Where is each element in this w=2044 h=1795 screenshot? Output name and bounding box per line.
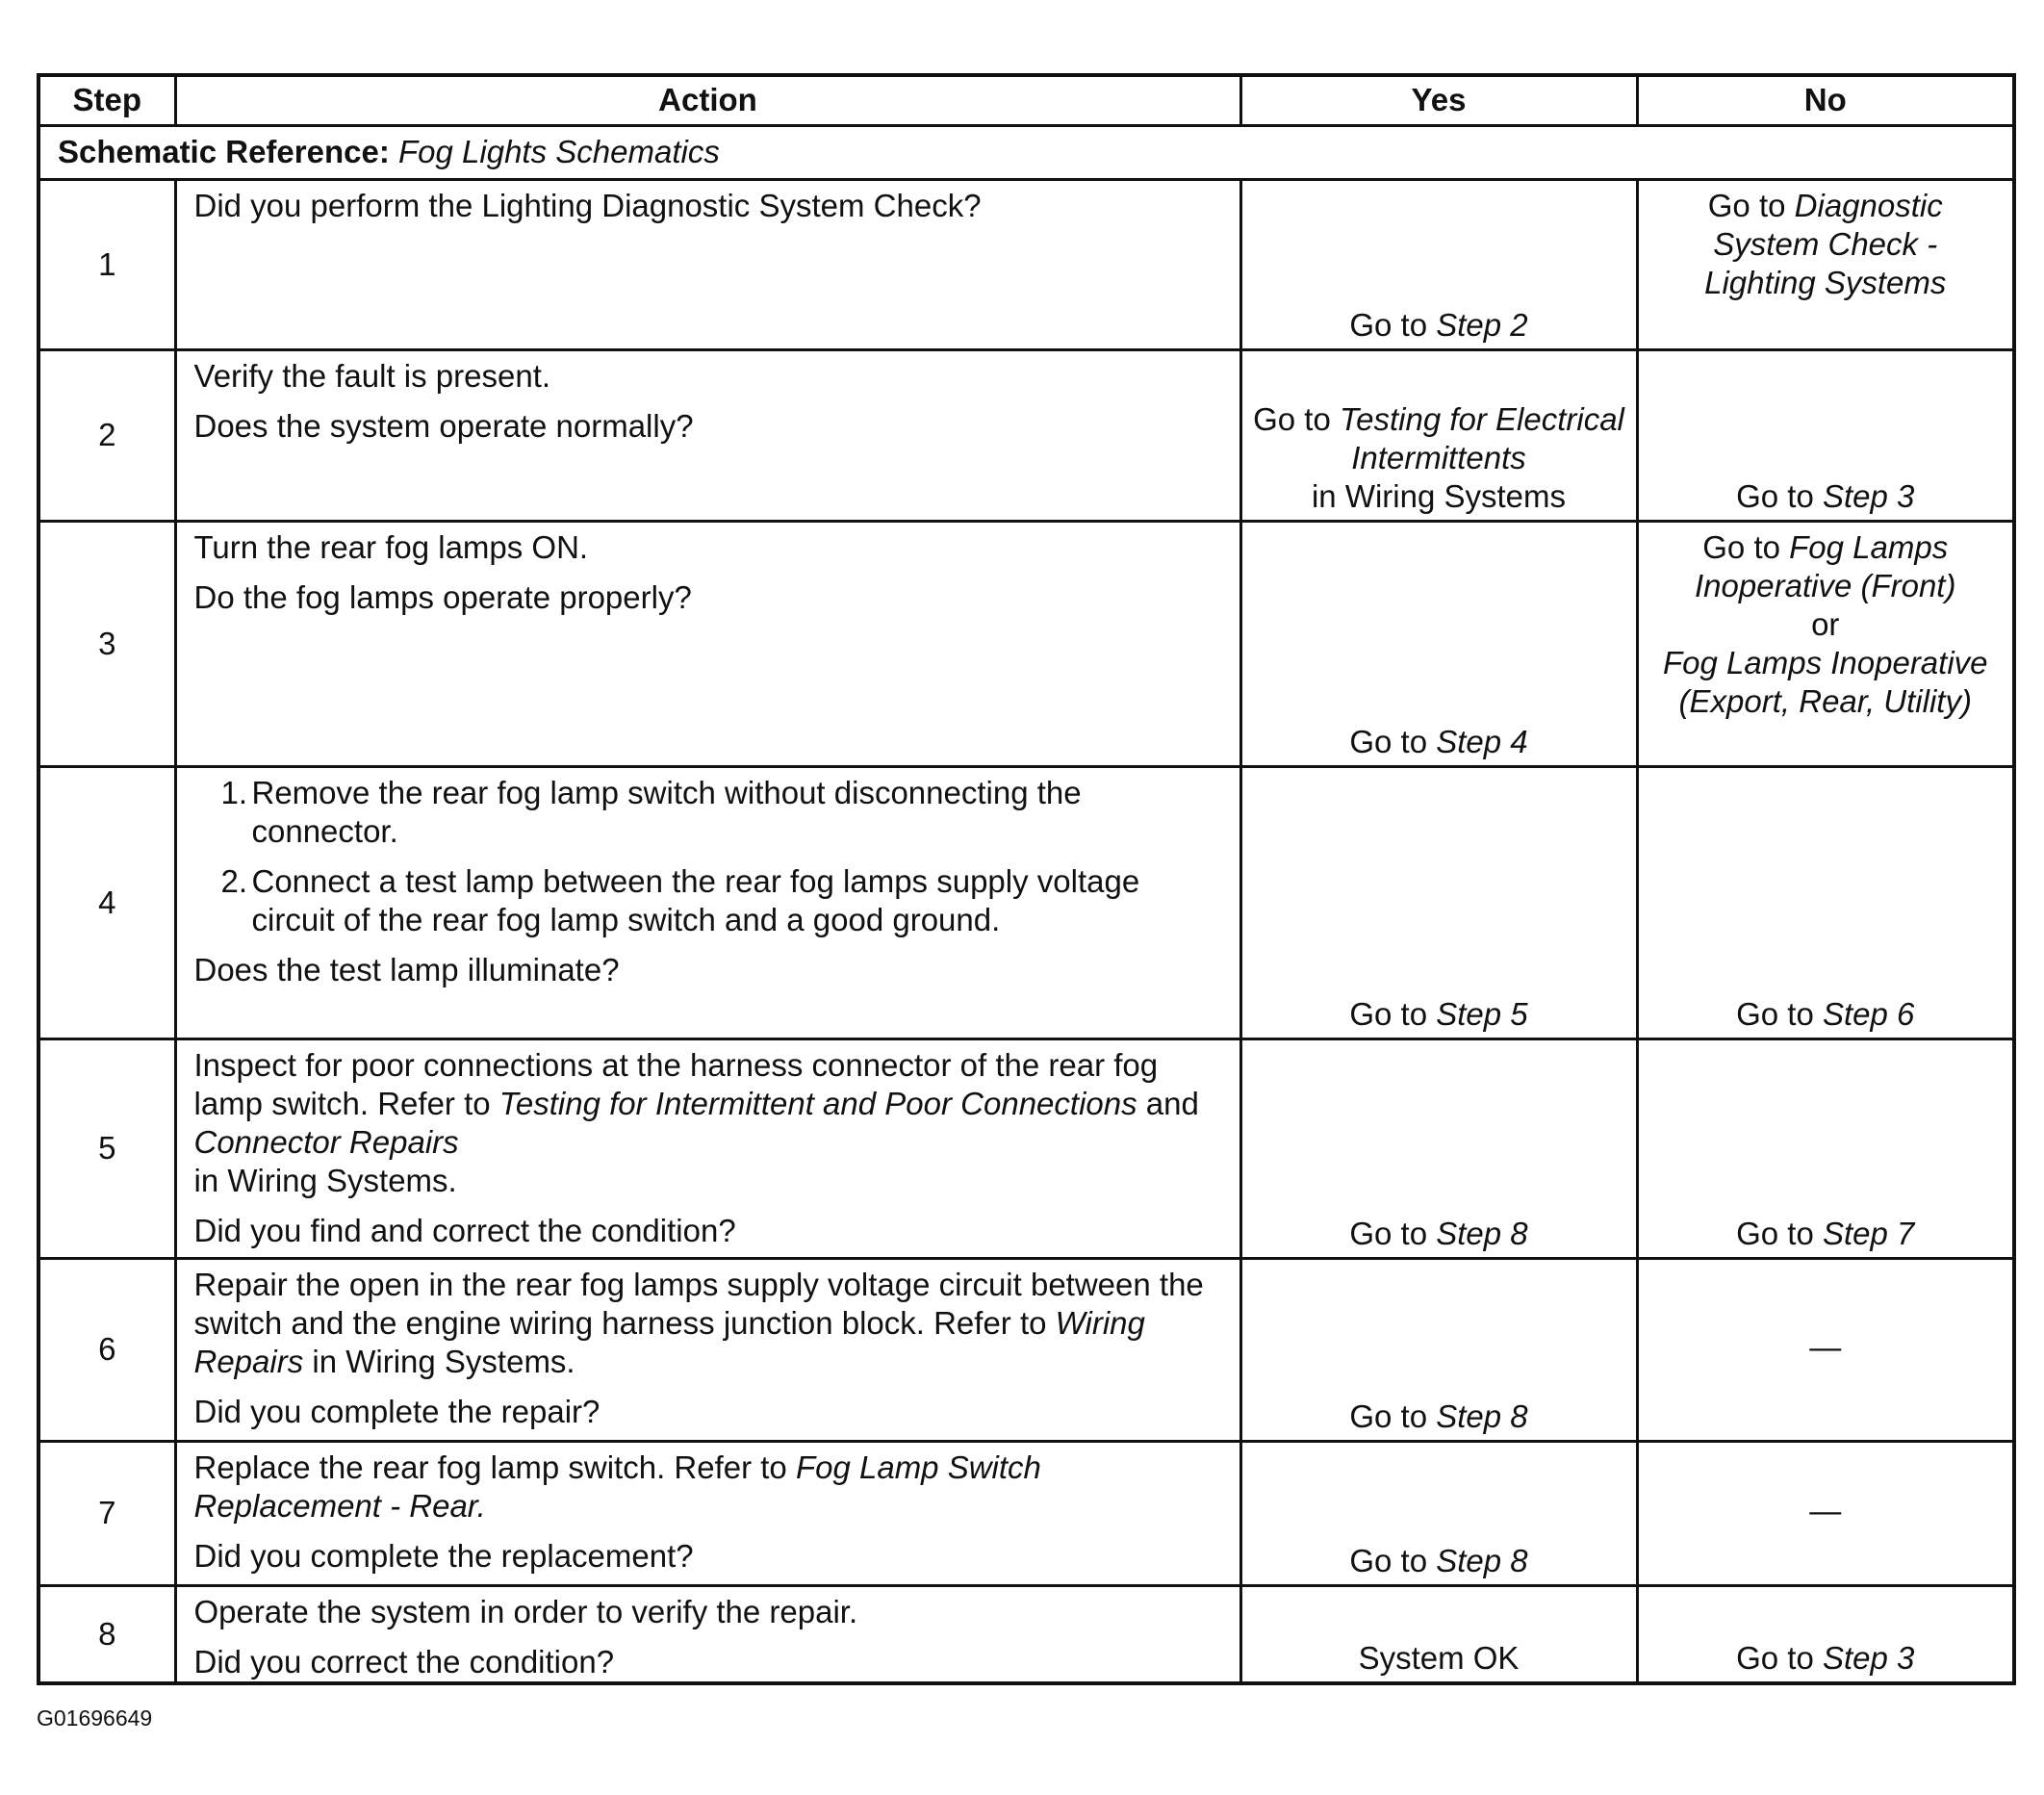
- yes-link[interactable]: Step 2: [1436, 306, 1528, 343]
- no-or: or: [1811, 605, 1840, 642]
- action-link[interactable]: Wiring Repairs: [193, 1304, 1145, 1379]
- step-number: 1: [38, 179, 175, 349]
- list-number: 1.: [220, 774, 248, 810]
- yes-link[interactable]: Step 5: [1436, 995, 1528, 1032]
- step-number: 3: [38, 521, 175, 766]
- no-link[interactable]: Step 3: [1822, 1640, 1915, 1676]
- yes-cell: [1240, 1441, 1637, 1585]
- action-text: [194, 1046, 1211, 1200]
- action-question: Did you complete the repair?: [193, 1393, 600, 1429]
- table-row: [38, 1039, 2014, 1258]
- no-prefix: Go to: [1736, 477, 1823, 514]
- action-cell: [175, 766, 1240, 1039]
- action-text-part: in Wiring Systems.: [303, 1343, 575, 1379]
- yes-cell: [1240, 1585, 1637, 1683]
- yes-link[interactable]: Step 4: [1436, 723, 1528, 759]
- no-cell: [1637, 1585, 2014, 1683]
- action-cell: [175, 1039, 1240, 1258]
- action-text-part: Inspect for poor connections at the harness connector of the rear fog lamp switch. Refer to: [193, 1046, 1159, 1121]
- table-row: [38, 179, 2014, 349]
- yes-text: System OK: [1358, 1640, 1520, 1676]
- no-link[interactable]: Diagnostic System Check - Lighting Systems: [1704, 187, 1947, 300]
- yes-prefix: Go to: [1349, 723, 1437, 759]
- figure-id: G01696649: [37, 1705, 153, 1731]
- action-text: [194, 1266, 1211, 1381]
- no-link-front[interactable]: Fog Lamps Inoperative (Front): [1695, 528, 1956, 603]
- yes-prefix: Go to: [1253, 400, 1340, 437]
- no-dash: —: [1809, 1329, 1842, 1365]
- action-text: Turn the rear fog lamps ON.: [193, 528, 589, 565]
- yes-link[interactable]: Step 8: [1436, 1542, 1528, 1578]
- list-text: Connect a test lamp between the rear fog lamps supply voltage circuit of the rear fog lamp switch and a good ground.: [251, 862, 1140, 937]
- no-cell: [1637, 766, 2014, 1039]
- yes-prefix: Go to: [1349, 1542, 1437, 1578]
- action-text-part: Replace the rear fog lamp switch. Refer to: [193, 1449, 796, 1485]
- action-text-part: and: [1137, 1085, 1199, 1121]
- action-cell: [175, 1258, 1240, 1441]
- yes-cell: [1240, 179, 1637, 349]
- no-dash: —: [1809, 1493, 1842, 1528]
- action-question: Did you complete the replacement?: [193, 1537, 694, 1574]
- no-link-rear[interactable]: Fog Lamps Inoperative (Export, Rear, Utility): [1662, 644, 1988, 719]
- yes-cell: [1240, 349, 1637, 521]
- no-prefix: Go to: [1707, 187, 1795, 223]
- yes-cell: [1240, 1039, 1637, 1258]
- yes-prefix: Go to: [1349, 995, 1437, 1032]
- table-row: [38, 349, 2014, 521]
- diagnostic-table: [37, 73, 2016, 1685]
- yes-prefix: Go to: [1349, 1215, 1437, 1251]
- action-cell: [175, 179, 1240, 349]
- no-prefix: Go to: [1736, 1640, 1823, 1676]
- yes-cell: [1240, 1258, 1637, 1441]
- action-cell: [175, 1585, 1240, 1683]
- table-row: [38, 1441, 2014, 1585]
- no-link[interactable]: Step 6: [1822, 995, 1915, 1032]
- table-row: [38, 1585, 2014, 1683]
- action-cell: [175, 1441, 1240, 1585]
- list-text: Remove the rear fog lamp switch without disconnecting the connector.: [251, 774, 1082, 849]
- action-text: Did you perform the Lighting Diagnostic System Check?: [193, 187, 982, 223]
- action-cell: [175, 349, 1240, 521]
- no-cell: [1637, 1441, 2014, 1585]
- action-link[interactable]: Connector Repairs: [193, 1123, 459, 1160]
- no-cell: [1637, 349, 2014, 521]
- yes-link[interactable]: Step 8: [1436, 1398, 1528, 1434]
- schematic-reference: [38, 125, 2014, 179]
- no-prefix: Go to: [1736, 1215, 1823, 1251]
- table-row: [38, 1258, 2014, 1441]
- no-cell: [1637, 1258, 2014, 1441]
- yes-link[interactable]: Step 8: [1436, 1215, 1528, 1251]
- schematic-reference-label: Schematic Reference:: [58, 134, 390, 169]
- step-number: 7: [38, 1441, 175, 1585]
- no-link[interactable]: Step 3: [1822, 477, 1915, 514]
- step-number: 8: [38, 1585, 175, 1683]
- header-row: [38, 75, 2014, 125]
- schematic-reference-row: [38, 125, 2014, 179]
- action-question: Did you find and correct the condition?: [193, 1212, 736, 1248]
- no-prefix: Go to: [1702, 528, 1790, 565]
- no-cell: [1637, 1039, 2014, 1258]
- action-question: Do the fog lamps operate properly?: [193, 578, 692, 615]
- action-text-part: in Wiring Systems.: [193, 1162, 457, 1198]
- yes-cell: [1240, 521, 1637, 766]
- action-text: Verify the fault is present.: [193, 357, 551, 394]
- step-number: 2: [38, 349, 175, 521]
- no-cell: [1637, 179, 2014, 349]
- yes-cell: [1240, 766, 1637, 1039]
- no-cell: [1637, 521, 2014, 766]
- step-number: 5: [38, 1039, 175, 1258]
- header-step: Step: [38, 75, 175, 125]
- list-number: 2.: [220, 862, 248, 899]
- yes-suffix: in Wiring Systems: [1311, 477, 1567, 514]
- step-number: 6: [38, 1258, 175, 1441]
- action-text-part: Repair the open in the rear fog lamps supply voltage circuit between the switch and the engine wiring harness junction block. Refer to: [193, 1266, 1204, 1341]
- action-question: Does the system operate normally?: [193, 407, 694, 444]
- action-text: [194, 1449, 1182, 1526]
- action-link[interactable]: Fog Lamp Switch Replacement - Rear.: [193, 1449, 1041, 1524]
- header-yes: Yes: [1240, 75, 1637, 125]
- action-question: Did you correct the condition?: [193, 1643, 615, 1680]
- yes-link[interactable]: Testing for Electrical Intermittents: [1339, 400, 1624, 475]
- action-text: Operate the system in order to verify the repair.: [193, 1593, 858, 1629]
- no-prefix: Go to: [1736, 995, 1823, 1032]
- header-no: No: [1637, 75, 2014, 125]
- schematic-reference-link[interactable]: Fog Lights Schematics: [398, 134, 720, 169]
- step-number: 4: [38, 766, 175, 1039]
- list-item: [194, 774, 1201, 851]
- yes-prefix: Go to: [1349, 306, 1437, 343]
- action-link[interactable]: Testing for Intermittent and Poor Connections: [498, 1085, 1137, 1121]
- header-action: Action: [175, 75, 1240, 125]
- yes-prefix: Go to: [1349, 1398, 1437, 1434]
- table-row: [38, 766, 2014, 1039]
- action-question: Does the test lamp illuminate?: [193, 951, 620, 987]
- action-cell: [175, 521, 1240, 766]
- no-link[interactable]: Step 7: [1822, 1215, 1915, 1251]
- list-item: [194, 862, 1201, 939]
- table-row: [38, 521, 2014, 766]
